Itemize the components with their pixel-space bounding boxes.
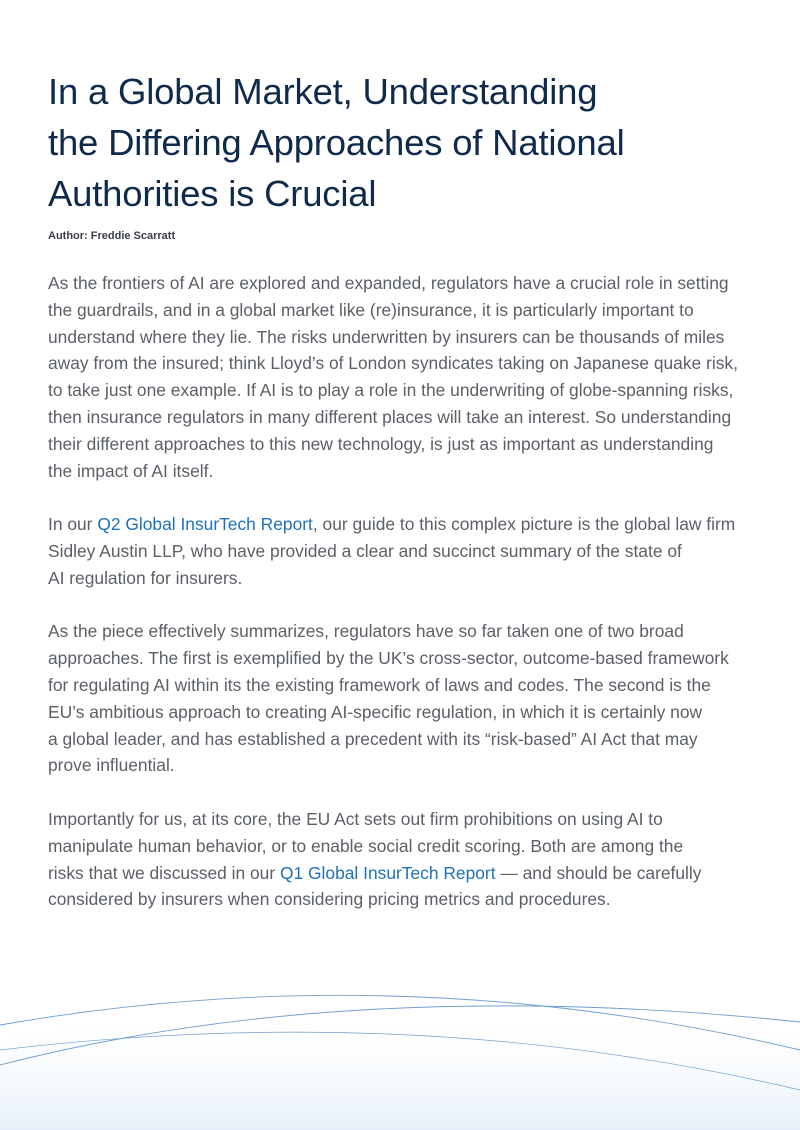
text-line: their different approaches to this new technology, is just as important as understanding — [48, 433, 714, 454]
text-segment: , our guide to this complex picture is the global law firm — [312, 514, 736, 535]
decor-fill — [0, 1004, 800, 1130]
text-line: to take just one example. If AI is to play a role in the underwriting of globe-spanning risks, — [48, 380, 734, 401]
text-line: considered by insurers when considering pricing metrics and procedures. — [48, 889, 611, 910]
article-body — [48, 270, 768, 940]
text-line: for regulating AI within its the existing framework of laws and codes. The second is the — [48, 674, 711, 695]
text-line — [48, 860, 768, 887]
text-segment: In our — [48, 514, 98, 535]
q1-report-link[interactable]: Q1 Global InsurTech Report — [279, 862, 496, 883]
text-line: a global leader, and has established a precedent with its “risk-based” AI Act that may — [48, 728, 698, 749]
title-line: In a Global Market, Understanding — [48, 71, 598, 112]
paragraph-1 — [48, 270, 768, 484]
text-line: AI regulation for insurers. — [48, 567, 243, 588]
text-line: As the piece effectively summarizes, regulators have so far taken one of two broad — [48, 621, 684, 642]
text-line: manipulate human behavior, or to enable social credit scoring. Both are among the — [48, 835, 684, 856]
paragraph-3 — [48, 618, 768, 779]
text-line — [48, 511, 768, 538]
page-title — [48, 66, 768, 219]
text-line: Importantly for us, at its core, the EU Act sets out firm prohibitions on using AI to — [48, 808, 663, 829]
text-line: then insurance regulators in many different places will take an interest. So understanding — [48, 406, 732, 427]
text-line: prove influential. — [48, 755, 175, 776]
title-line: the Differing Approaches of National — [48, 122, 625, 163]
text-line: the impact of AI itself. — [48, 460, 214, 481]
q2-report-link[interactable]: Q2 Global InsurTech Report — [97, 514, 313, 535]
paragraph-2 — [48, 511, 768, 591]
text-segment: risks that we discussed in our — [48, 862, 280, 883]
text-line: approaches. The first is exemplified by the UK’s cross-sector, outcome-based framework — [48, 648, 729, 669]
text-segment: — and should be carefully — [495, 862, 702, 883]
text-line: Sidley Austin LLP, who have provided a clear and succinct summary of the state of — [48, 540, 682, 561]
author-line: Author: Freddie Scarratt — [48, 230, 176, 242]
decorative-arcs — [0, 980, 800, 1130]
text-line: the guardrails, and in a global market like (re)insurance, it is particularly important to — [48, 299, 694, 320]
text-line: understand where they lie. The risks underwritten by insurers can be thousands of miles — [48, 326, 725, 347]
text-line: away from the insured; think Lloyd’s of London syndicates taking on Japanese quake risk, — [48, 353, 738, 374]
title-line: Authorities is Crucial — [48, 173, 377, 214]
text-line: As the frontiers of AI are explored and expanded, regulators have a crucial role in setting — [48, 273, 729, 293]
paragraph-4 — [48, 806, 768, 913]
text-line: EU’s ambitious approach to creating AI-specific regulation, in which it is certainly now — [48, 701, 703, 722]
